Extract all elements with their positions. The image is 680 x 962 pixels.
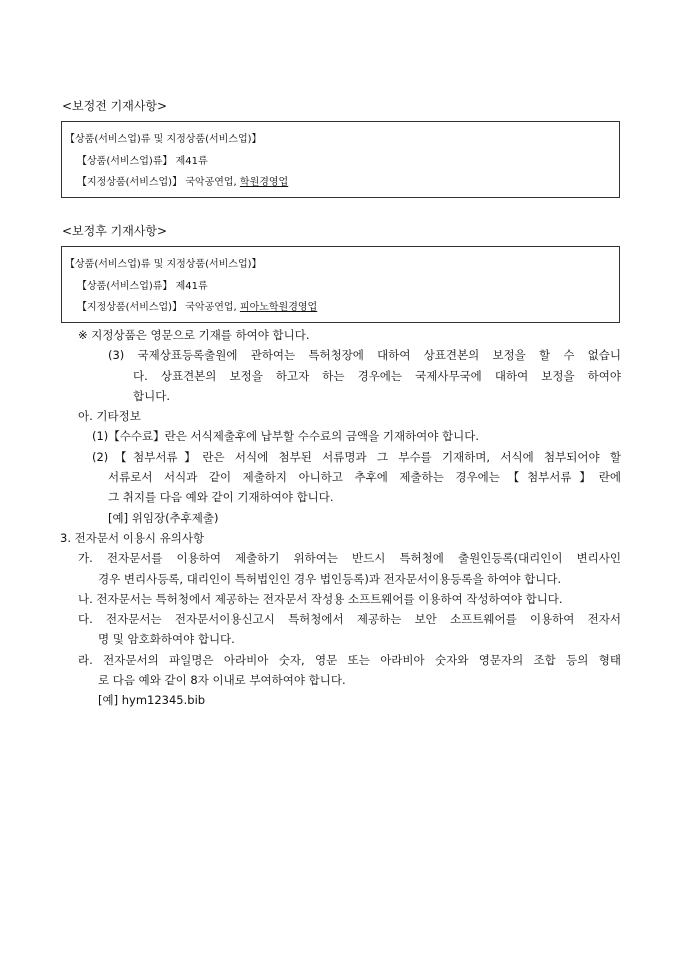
item3-line-2: 다. 상표견본의 보정을 하고자 하는 경우에는 국제사무국에 대하여 보정을 하여야 — [133, 368, 621, 383]
before-line-1: 【상품(서비스업)류 및 지정상품(서비스업)】 — [65, 134, 262, 145]
da-line-1: 다. 전자문서는 전자문서이용신고시 특허청에서 제공하는 보안 소프트웨어를 이용하여 전자서 — [78, 612, 621, 627]
after-line-3-prefix: 【지정상품(서비스업)】 국악공연업, — [77, 302, 240, 313]
ra-line-1: 라. 전자문서의 파일명은 아라비아 숫자, 영문 또는 아라비아 숫자와 영문자의 조합 등의 형태 — [78, 652, 621, 667]
ah-item-2-line-3: 그 취지를 다음 예와 같이 기재하여야 합니다. — [108, 490, 334, 505]
ga-line-1: 가. 전자문서를 이용하여 제출하기 위하여는 반드시 특허청에 출원인등록(대리인이 변리사인 — [78, 551, 621, 566]
ah-item-2-line-2: 서류로서 서식과 같이 제출하지 아니하고 추후에 제출하는 경우에는【첨부서류】란에 — [108, 470, 621, 485]
ra-example: [예] hym12345.bib — [98, 693, 206, 708]
before-line-3-prefix: 【지정상품(서비스업)】 국악공연업, — [77, 177, 240, 188]
before-correction-box — [61, 121, 620, 198]
ah-item-1: (1)【수수료】란은 서식제출후에 납부할 수수료의 금액을 기재하여야 합니다. — [92, 429, 480, 444]
instructions-body — [0, 325, 680, 711]
section-3-heading: 3. 전자문서 이용시 유의사항 — [60, 530, 205, 545]
section-ah-heading: 아. 기타정보 — [78, 409, 141, 424]
after-line-2: 【상품(서비스업)류】 제41류 — [77, 280, 208, 292]
da-line-2: 명 및 암호화하여야 합니다. — [98, 632, 235, 647]
item3-line-1: (3) 국제상표등록출원에 관하여는 특허청장에 대하여 상표견본의 보정을 할 수 없습니 — [108, 348, 621, 363]
ra-line-2: 로 다음 예와 같이 8자 이내로 부여하여야 합니다. — [98, 673, 346, 688]
na-line: 나. 전자문서는 특허청에서 제공하는 전자문서 작성용 소프트웨어를 이용하여 작성하여야 합니다. — [78, 591, 563, 606]
ah-item-2-line-1: (2)【첨부서류】란은 서식에 첨부된 서류명과 그 부수를 기재하며, 서식에 첨부되어야 할 — [92, 449, 621, 464]
before-correction-label: <보정전 기재사항> — [62, 99, 168, 113]
before-line-2: 【상품(서비스업)류】 제41류 — [77, 155, 208, 167]
after-line-1: 【상품(서비스업)류 및 지정상품(서비스업)】 — [65, 259, 262, 270]
ah-item-2-example: [예] 위임장(추후제출) — [108, 510, 219, 525]
item3-line-3: 합니다. — [133, 388, 170, 403]
note-line: ※ 지정상품은 영문으로 기재를 하여야 합니다. — [78, 328, 310, 342]
after-line-3 — [62, 297, 619, 319]
after-correction-label: <보정후 기재사항> — [62, 224, 168, 238]
before-line-3 — [62, 172, 619, 194]
after-correction-box — [61, 246, 620, 323]
before-underlined-item: 학원경영업 — [239, 177, 289, 188]
ga-line-2: 경우 변리사등록, 대리인이 특허법인인 경우 법인등록)과 전자문서이용등록을 하여야 합니다. — [98, 571, 562, 586]
after-underlined-item: 피아노학원경영업 — [239, 302, 318, 313]
